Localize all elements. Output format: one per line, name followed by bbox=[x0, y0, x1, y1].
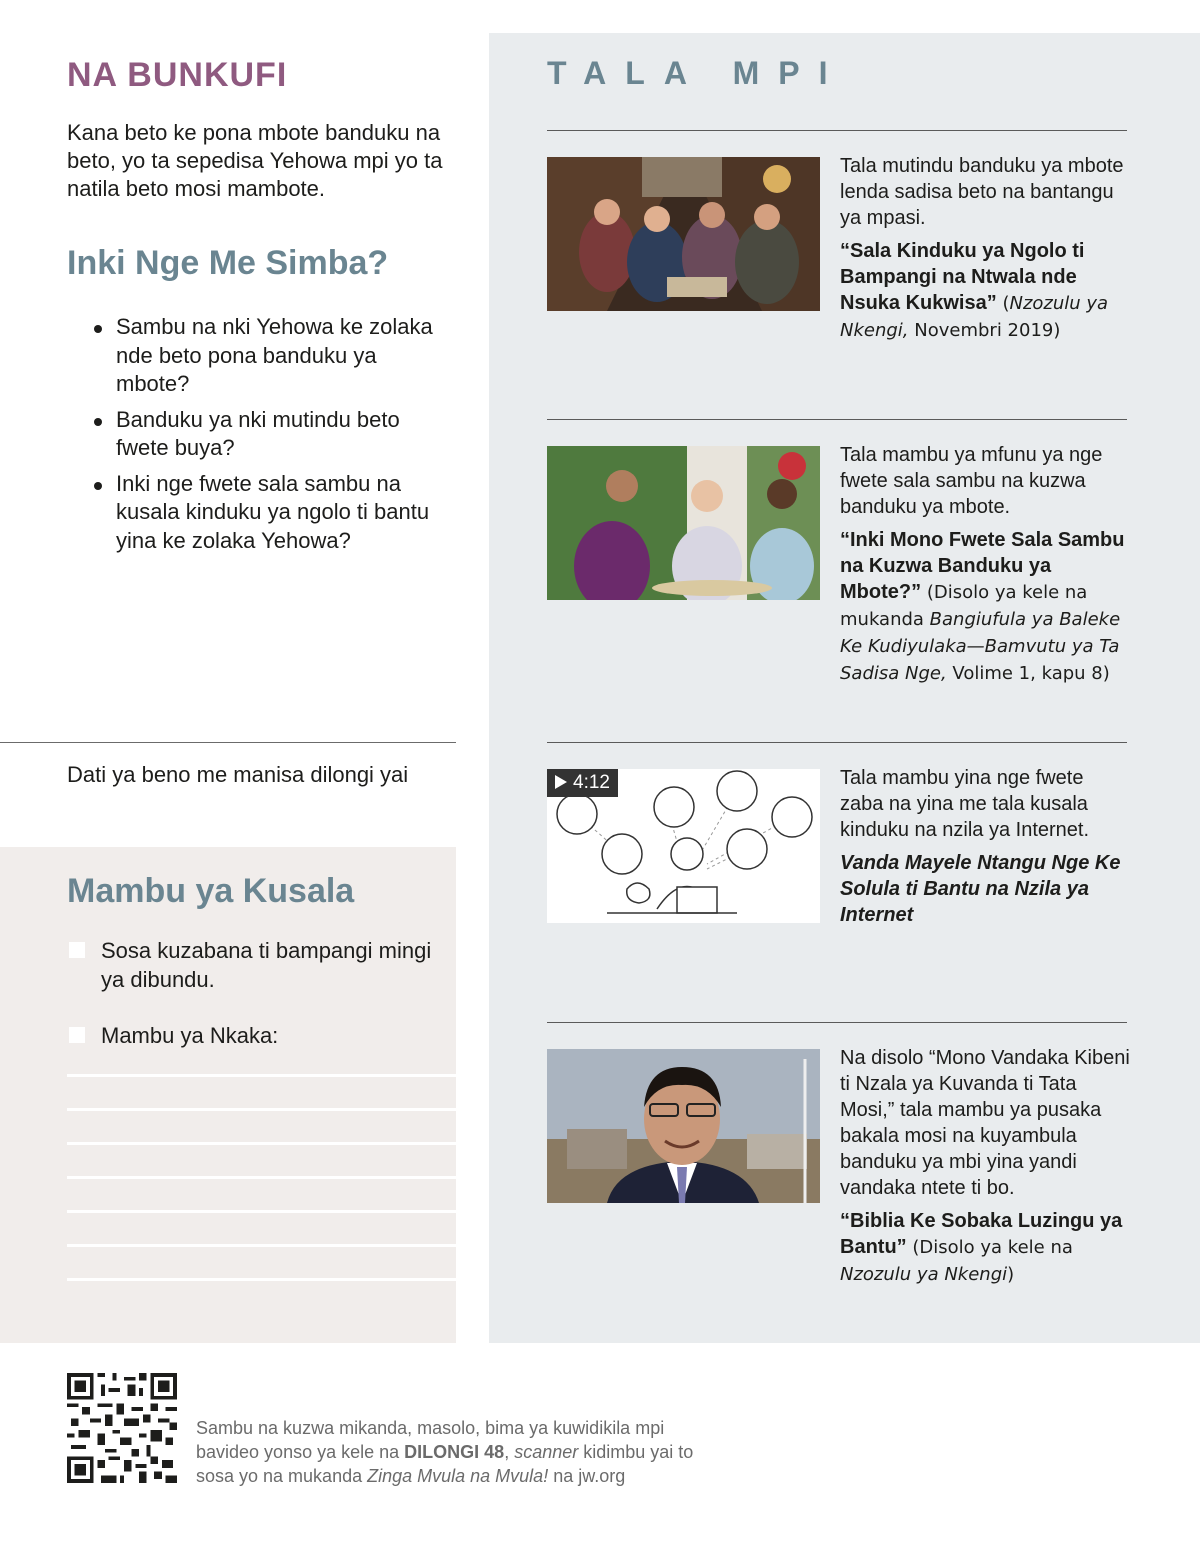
review-questions bbox=[92, 313, 442, 562]
goal-item bbox=[67, 937, 447, 994]
footer-note bbox=[196, 1416, 716, 1488]
article-title: “Inki Mono Fwete Sala Sambu na Kuzwa Banduku ya Mbote?” bbox=[840, 529, 1125, 603]
entry-reference[interactable] bbox=[840, 1208, 1130, 1288]
summary-text: Kana beto ke pona mbote banduku na beto, yo ta sepedisa Yehowa mpi yo ta natila beto mosi mambote. bbox=[67, 120, 443, 201]
footer-text-part: kidimbu yai to sosa yo na mukanda bbox=[196, 1442, 694, 1486]
goal-checkbox[interactable] bbox=[69, 1027, 85, 1043]
entry-divider bbox=[547, 742, 1127, 743]
lesson-number: DILONGI 48 bbox=[404, 1442, 505, 1462]
entry-reference[interactable] bbox=[840, 527, 1130, 687]
writing-line[interactable] bbox=[67, 1176, 456, 1179]
summary-heading: NA BUNKUFI bbox=[67, 56, 288, 94]
goals-heading: Mambu ya Kusala bbox=[67, 872, 355, 910]
entry-divider bbox=[547, 1022, 1127, 1023]
writing-line[interactable] bbox=[67, 1210, 456, 1213]
gathering-photo[interactable] bbox=[547, 157, 820, 311]
entry-reference[interactable] bbox=[840, 850, 1130, 928]
goal-item bbox=[67, 1022, 447, 1051]
video-thumbnail[interactable] bbox=[547, 769, 820, 923]
friends-photo[interactable] bbox=[547, 446, 820, 600]
entry-divider bbox=[547, 130, 1127, 131]
goals-panel bbox=[0, 847, 456, 1343]
video-duration: 4:12 bbox=[573, 772, 610, 793]
entry-description: Tala mambu ya mfunu ya nge fwete sala sambu na kuzwa banduku ya mbote. bbox=[840, 444, 1103, 518]
publication-chapter: Volime 1, kapu 8) bbox=[946, 663, 1110, 684]
publication-issue: Novembri 2019) bbox=[908, 320, 1061, 341]
bullet-icon bbox=[94, 482, 102, 490]
publication-name: Nzozulu ya Nkengi bbox=[840, 1264, 1008, 1285]
gathering-illustration bbox=[547, 157, 820, 311]
writing-line[interactable] bbox=[67, 1108, 456, 1111]
friends-illustration bbox=[547, 446, 820, 600]
goal-checkbox[interactable] bbox=[69, 942, 85, 958]
publication-name: Bangiufula ya Baleke Ke Kudiyulaka—Bamvutu ya Ta Sadisa Nge, bbox=[840, 609, 1121, 684]
play-icon bbox=[555, 775, 567, 789]
review-question-text: Sambu na nki Yehowa ke zolaka nde beto pona banduku ya mbote? bbox=[116, 314, 433, 396]
entry-description: Tala mambu yina nge fwete zaba na yina me tala kusala kinduku na nzila ya Internet. bbox=[840, 767, 1090, 841]
goal-text: Sosa kuzabana ti bampangi mingi ya dibundu. bbox=[101, 938, 432, 992]
review-heading: Inki Nge Me Simba? bbox=[67, 244, 389, 282]
goal-text: Mambu ya Nkaka: bbox=[101, 1023, 279, 1048]
entry-description: Tala mutindu banduku ya mbote lenda sadisa beto na bantangu ya mpasi. bbox=[840, 155, 1124, 229]
man-portrait-illustration bbox=[547, 1049, 820, 1203]
scanner-word: scanner bbox=[514, 1442, 579, 1462]
entry-reference[interactable] bbox=[840, 238, 1130, 344]
date-divider bbox=[0, 742, 456, 743]
explore-heading: TALA MPI bbox=[547, 55, 847, 91]
footer-text-part: , bbox=[504, 1442, 515, 1462]
entry-divider bbox=[547, 419, 1127, 420]
review-question-text: Banduku ya nki mutindu beto fwete buya? bbox=[116, 406, 400, 460]
reference-punctuation: ( bbox=[996, 293, 1010, 314]
review-question bbox=[92, 313, 442, 399]
reference-note: (Disolo ya kele na mukanda bbox=[840, 582, 1088, 630]
bullet-icon bbox=[94, 325, 102, 333]
review-question bbox=[92, 406, 442, 463]
article-title: “Sala Kinduku ya Ngolo ti Bampangi na Ntwala nde Nsuka Kukwisa” bbox=[840, 240, 1085, 314]
writing-line[interactable] bbox=[67, 1074, 456, 1077]
writing-line[interactable] bbox=[67, 1278, 456, 1281]
video-title: Vanda Mayele Ntangu Nge Ke Solula ti Bantu na Nzila ya Internet bbox=[840, 852, 1121, 926]
writing-line[interactable] bbox=[67, 1244, 456, 1247]
footer-text-part: na jw.org bbox=[548, 1466, 626, 1486]
review-question bbox=[92, 470, 442, 556]
article-title: “Biblia Ke Sobaka Luzingu ya Bantu” bbox=[840, 1210, 1123, 1258]
entry-description: Na disolo “Mono Vandaka Kibeni ti Nzala ya Kuvanda ti Tata Mosi,” tala mambu ya pusaka bakala mosi na kuyambula banduku ya mbi yina yandi vandaka ntete ti bo. bbox=[840, 1047, 1130, 1199]
writing-line[interactable] bbox=[67, 1142, 456, 1145]
footer-text-part: Sambu na kuzwa mikanda, masolo, bima ya kuwidikila mpi bavideo yonso ya kele na bbox=[196, 1418, 665, 1462]
publication-name: Nzozulu ya Nkengi, bbox=[840, 293, 1109, 341]
completion-date-label: Dati ya beno me manisa dilongi yai bbox=[67, 762, 409, 787]
review-question-text: Inki nge fwete sala sambu na kusala kinduku ya ngolo ti bantu yina ke zolaka Yehowa? bbox=[116, 470, 430, 553]
testimony-photo[interactable] bbox=[547, 1049, 820, 1203]
reference-punctuation: ) bbox=[1007, 1264, 1015, 1285]
video-duration-badge bbox=[547, 769, 618, 797]
bullet-icon bbox=[94, 418, 102, 426]
book-title: Zinga Mvula na Mvula! bbox=[367, 1466, 549, 1486]
reference-note: (Disolo ya kele na bbox=[906, 1237, 1073, 1258]
qr-code[interactable] bbox=[67, 1373, 177, 1483]
